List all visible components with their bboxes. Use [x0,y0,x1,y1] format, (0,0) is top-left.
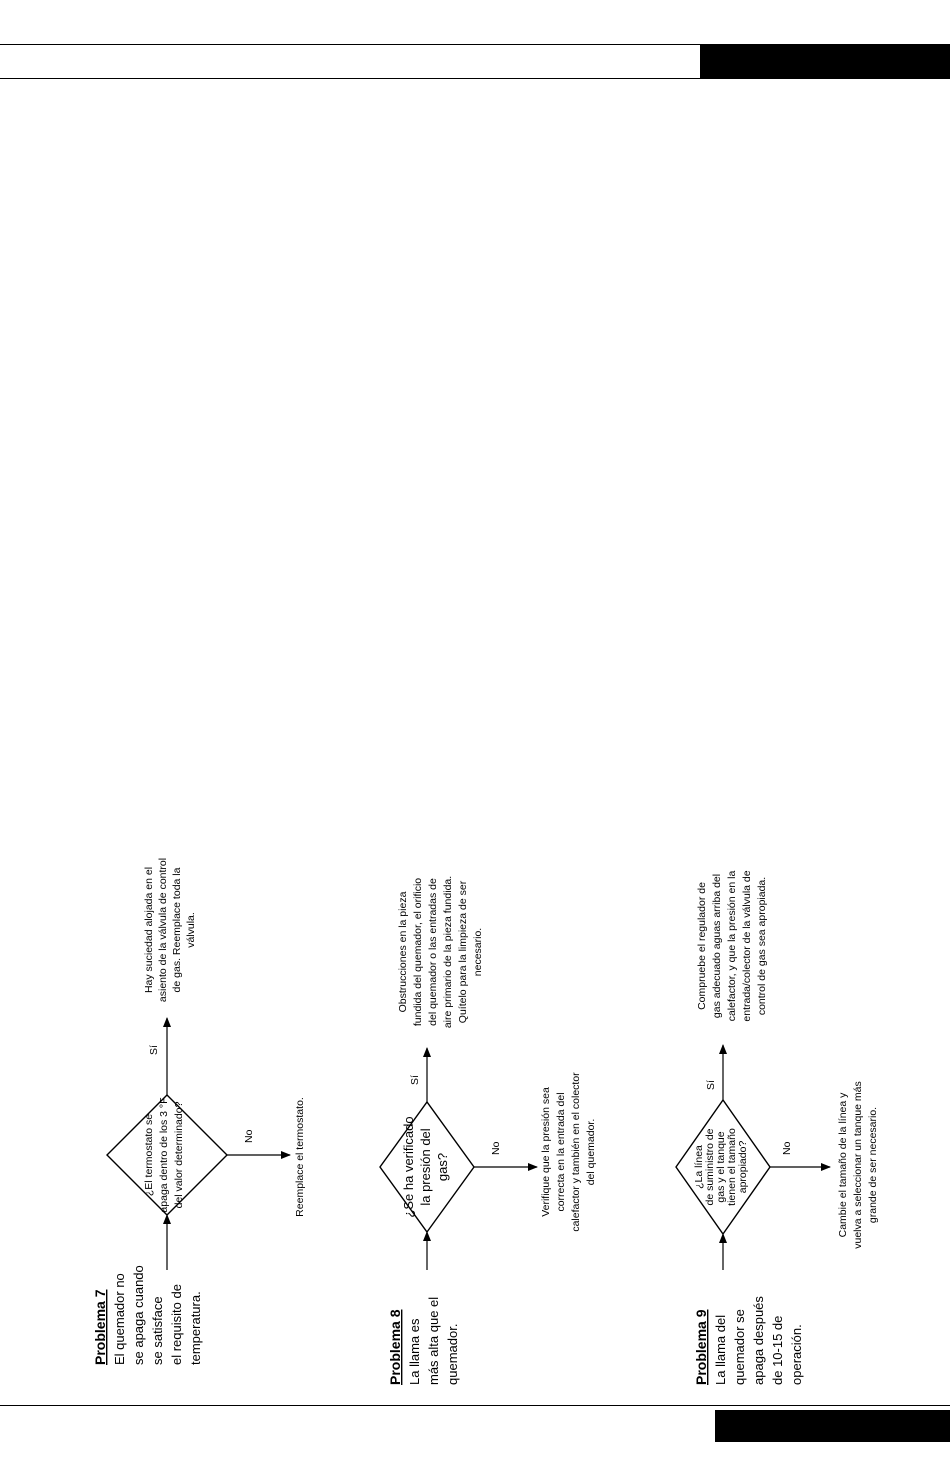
yes-label: Sí [148,1045,160,1055]
yes-action-line: Hay suciedad alojada en el [143,866,155,994]
question-line: ¿Se ha verificado [401,1116,416,1218]
yes-action-line: calefactor, y que la presión en la [726,870,738,1022]
yes-action-line: control de gas sea apropiada. [756,876,768,1016]
no-label: No [490,1141,502,1155]
question-line: apaga dentro de los 3 °F [158,1097,170,1213]
yes-action-line: Quítelo para la limpieza de ser [457,880,469,1024]
no-label: No [243,1129,255,1143]
yes-action-line: Obstrucciones en la pieza [397,891,409,1013]
question-line: la presión del [418,1128,433,1206]
problem-description-line: temperatura. [188,1291,203,1365]
yes-action-line: fundida del quemador, el orificio [412,877,424,1027]
question-line: ¿El termostato se [143,1113,155,1197]
problem-description-line: de 10-15 de [770,1315,785,1385]
problem-heading: Problema 9 [693,1309,709,1385]
no-action-line: Reemplace el termostato. [294,1097,306,1217]
no-action-line: del quemador. [585,1118,597,1186]
no-label: No [781,1141,793,1155]
no-action-line: vuelva a seleccionar un tanque más [852,1081,864,1249]
yes-label: Sí [409,1075,421,1085]
problem-description-line: quemador se [732,1309,747,1385]
flowchart-problem-7 [92,858,306,1365]
question-line: de suministro de [704,1128,716,1206]
yes-action-line: del quemador o las entradas de [427,878,439,1026]
question-line: gas? [435,1152,450,1182]
no-action-line: Cambie el tamaño de la línea y [837,1092,849,1238]
yes-action-line: de gas. Reemplace toda la [171,867,183,993]
question-line: apropiado? [737,1140,749,1194]
flowchart-problem-8 [380,876,597,1385]
no-action-line: correcta en la entrada del [555,1092,567,1212]
yes-action-line: Compruebe el regulador de [696,882,708,1010]
flowchart-problem-9 [676,870,879,1385]
no-action-line: grande de ser necesario. [867,1106,879,1224]
problem-description-line: El quemador no [112,1273,127,1365]
problem-description-line: se apaga cuando [131,1265,146,1365]
problem-description-line: La llama del [713,1314,728,1385]
yes-action-line: aire primario de la pieza fundida. [442,875,454,1029]
problem-description-line: se satisface [150,1296,165,1365]
yes-action-line: necesario. [472,927,484,977]
question-line: gas y el tanque [715,1131,727,1203]
problem-description-line: apaga después [751,1296,766,1385]
yes-action-line: gas adecuado aguas arriba del [711,873,723,1019]
problem-description-line: el requisito de [169,1284,184,1365]
yes-action-line: entrada/colector de la válvula de [741,870,753,1022]
problem-heading: Problema 8 [387,1309,403,1385]
question-line: ¿La línea [693,1145,705,1189]
yes-action-line: válvula. [185,912,197,948]
problem-description-line: más alta que el [426,1296,441,1385]
problem-heading: Problema 7 [92,1289,108,1365]
yes-action-line: asiento de la válvula de control [157,857,169,1003]
question-line: del valor determinado? [173,1101,185,1209]
question-line: tienen el tamaño [726,1128,738,1206]
no-action-line: Verifique que la presión sea [540,1087,552,1217]
problem-description-line: operación. [789,1324,804,1385]
problem-description-line: La llama es [407,1318,422,1385]
problem-description-line: quemador. [445,1323,460,1385]
yes-label: Sí [705,1080,717,1090]
no-action-line: calefactor y también en el colector [570,1072,582,1232]
